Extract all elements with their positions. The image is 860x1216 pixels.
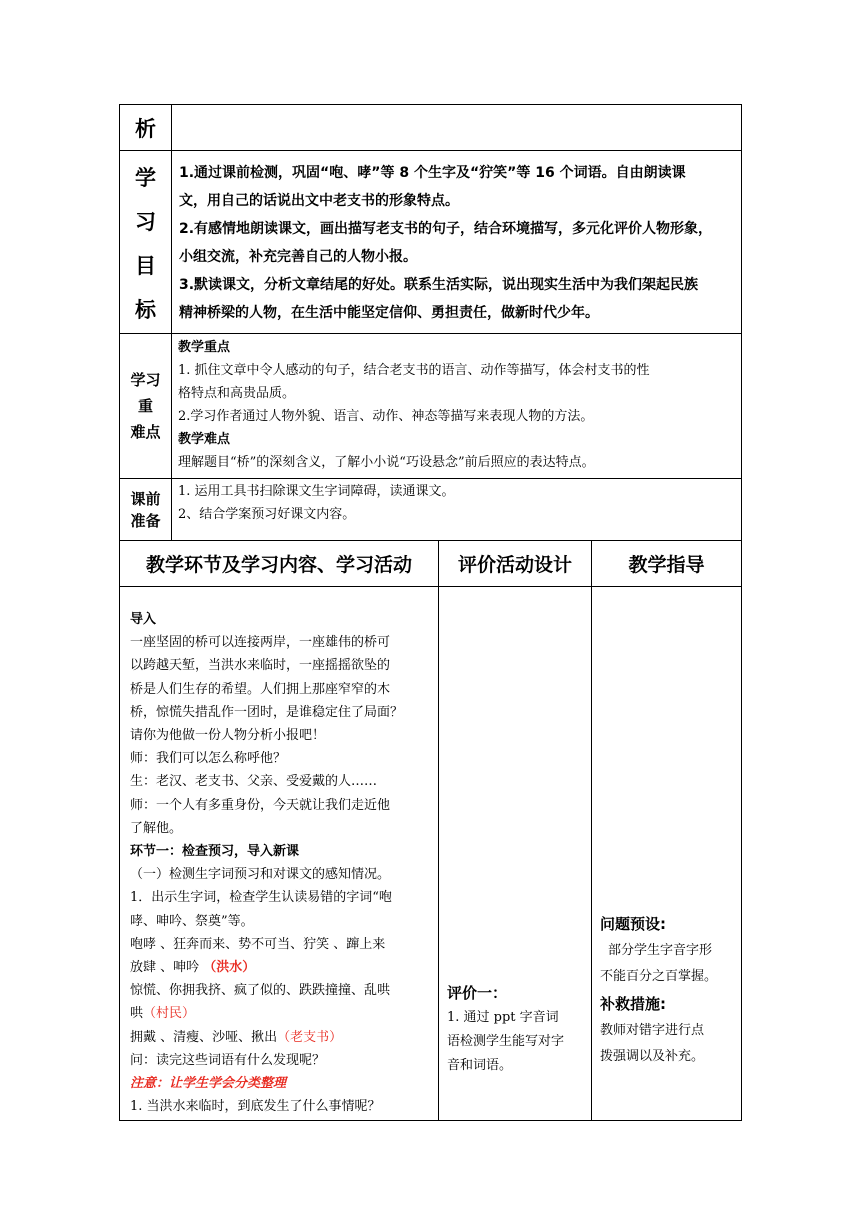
focus-row xyxy=(120,334,742,479)
guidance-line: 拨强调以及补充。 xyxy=(600,1049,705,1065)
prep-line: 2、结合学案预习好课文内容。 xyxy=(178,507,356,522)
word-category-tag: （村民） xyxy=(143,1006,196,1022)
column-header-row xyxy=(120,541,742,587)
intro-line: 一座坚固的桥可以连接两岸，一座雄伟的桥可 xyxy=(130,635,391,651)
word-list-text: 哄 xyxy=(130,1006,144,1022)
main-content xyxy=(120,587,439,1121)
intro-line: 请你为他做一份人物分析小报吧！ xyxy=(130,728,326,744)
guidance-line: 不能百分之百掌握。 xyxy=(600,969,718,985)
guidance-line: 教师对错字进行点 xyxy=(600,1023,705,1039)
difficulty-heading: 教学难点 xyxy=(178,432,231,447)
word-list-text: 放肆 、呻吟 xyxy=(130,960,204,976)
difficulty-line: 理解题目“桥”的深刻含义，了解小小说“巧设悬念”前后照应的表达特点。 xyxy=(178,455,595,470)
word-list-line xyxy=(130,1002,434,1025)
focus-line: 格特点和高贵品质。 xyxy=(178,386,296,401)
header-teaching-content: 教学环节及学习内容、学习活动 xyxy=(120,541,439,587)
focus-label-line: 学习 xyxy=(130,371,161,389)
focus-label-line: 难点 xyxy=(130,423,161,441)
goal-line: 2.有感情地朗读课文，画出描写老支书的句子，结合环境描写，多元化评价人物形象， xyxy=(179,221,713,237)
prep-label xyxy=(120,479,172,541)
goal-line: 1.通过课前检测，巩固“咆、哮”等 8 个生字及“狞笑”等 16 个词语。自由朗读课 xyxy=(179,165,686,181)
lesson-plan-table xyxy=(119,104,742,1121)
guidance-line: 部分学生字音字形 xyxy=(608,943,713,959)
evaluation-line: 语检测学生能写对字 xyxy=(447,1034,565,1050)
evaluation-content xyxy=(439,587,592,1121)
header-evaluation: 评价活动设计 xyxy=(439,541,592,587)
goal-line: 3.默读课文，分析文章结尾的好处。联系生活实际，说出现实生活中为我们架起民族 xyxy=(179,277,699,293)
intro-line: 以跨越天堑，当洪水来临时，一座摇摇欲坠的 xyxy=(130,658,391,674)
goals-row xyxy=(120,151,742,334)
focus-content xyxy=(172,334,742,479)
word-list-line: 咆哮 、狂奔而来、势不可当、狞笑 、蹿上来 xyxy=(130,936,386,952)
main-row xyxy=(120,587,742,1121)
section1-title: 环节一：检查预习，导入新课 xyxy=(130,844,300,860)
goals-label-char: 标 xyxy=(135,298,156,322)
goal-line: 小组交流，补充完善自己的人物小报。 xyxy=(179,249,417,265)
intro-line: 了解他。 xyxy=(130,820,183,836)
goals-label-char: 习 xyxy=(135,210,156,234)
word-list-line xyxy=(130,956,434,979)
goal-line: 精神桥梁的人物，在生活中能坚定信仰、勇担责任，做新时代少年。 xyxy=(179,305,599,321)
intro-line: 桥是人们生存的希望。人们拥上那座窄窄的木 xyxy=(130,681,391,697)
header-guidance: 教学指导 xyxy=(592,541,742,587)
question-line: 问：读完这些词语有什么发现呢？ xyxy=(130,1052,326,1068)
prep-label-line: 准备 xyxy=(130,511,161,530)
intro-label: 导入 xyxy=(130,612,157,627)
question-line: 1. 当洪水来临时，到底发生了什么事情呢？ xyxy=(130,1099,381,1115)
analysis-content xyxy=(172,105,742,151)
word-category-tag: （老支书） xyxy=(277,1029,343,1045)
intro-line: 师：我们可以怎么称呼他？ xyxy=(130,751,287,767)
prep-row xyxy=(120,479,742,541)
analysis-row xyxy=(120,105,742,151)
word-list-text: 拥戴 、清瘦、沙哑、揪出 xyxy=(130,1029,278,1045)
prep-line: 1. 运用工具书扫除课文生字词障碍，读通课文。 xyxy=(178,484,455,499)
focus-label-line: 重 xyxy=(137,397,153,415)
section1-line: 哮、呻吟、祭奠”等。 xyxy=(130,913,254,929)
focus-label xyxy=(120,334,172,479)
intro-line: 师：一个人有多重身份，今天就让我们走近他 xyxy=(130,797,391,813)
focus-heading: 教学重点 xyxy=(178,340,231,355)
goals-content xyxy=(172,151,742,334)
note-line: 注意：让学生学会分类整理 xyxy=(130,1076,287,1092)
intro-line: 生：老汉、老支书、父亲、受爱戴的人…… xyxy=(130,774,378,790)
word-list-line: 惊慌、你拥我挤、疯了似的、跌跌撞撞、乱哄 xyxy=(130,983,391,999)
guidance-content xyxy=(592,587,742,1121)
intro-line: 桥，惊慌失措乱作一团时，是谁稳定住了局面？ xyxy=(130,704,404,720)
section1-line: 1．出示生字词，检查学生认读易错的字词“咆 xyxy=(130,890,392,906)
word-list-line xyxy=(130,1026,434,1049)
focus-line: 2.学习作者通过人物外貌、语言、动作、神态等描写来表现人物的方法。 xyxy=(178,409,594,424)
section1-line: （一）检测生字词预习和对课文的感知情况。 xyxy=(130,867,391,883)
guidance-title: 补救措施: xyxy=(600,995,666,1014)
evaluation-line: 音和词语。 xyxy=(447,1058,513,1074)
goals-label-char: 学 xyxy=(135,166,156,190)
prep-label-line: 课前 xyxy=(130,489,161,508)
goal-line: 文，用自己的话说出文中老支书的形象特点。 xyxy=(179,193,459,209)
evaluation-title: 评价一： xyxy=(447,984,508,1003)
analysis-label: 析 xyxy=(120,105,172,151)
word-category-tag: （洪水） xyxy=(203,960,256,976)
goals-label xyxy=(120,151,172,334)
guidance-title: 问题预设: xyxy=(600,915,666,934)
evaluation-line: 1. 通过 ppt 字音词 xyxy=(447,1010,559,1026)
focus-line: 1. 抓住文章中令人感动的句子，结合老支书的语言、动作等描写，体会村支书的性 xyxy=(178,363,650,378)
goals-label-char: 目 xyxy=(135,254,156,278)
prep-content xyxy=(172,479,742,541)
